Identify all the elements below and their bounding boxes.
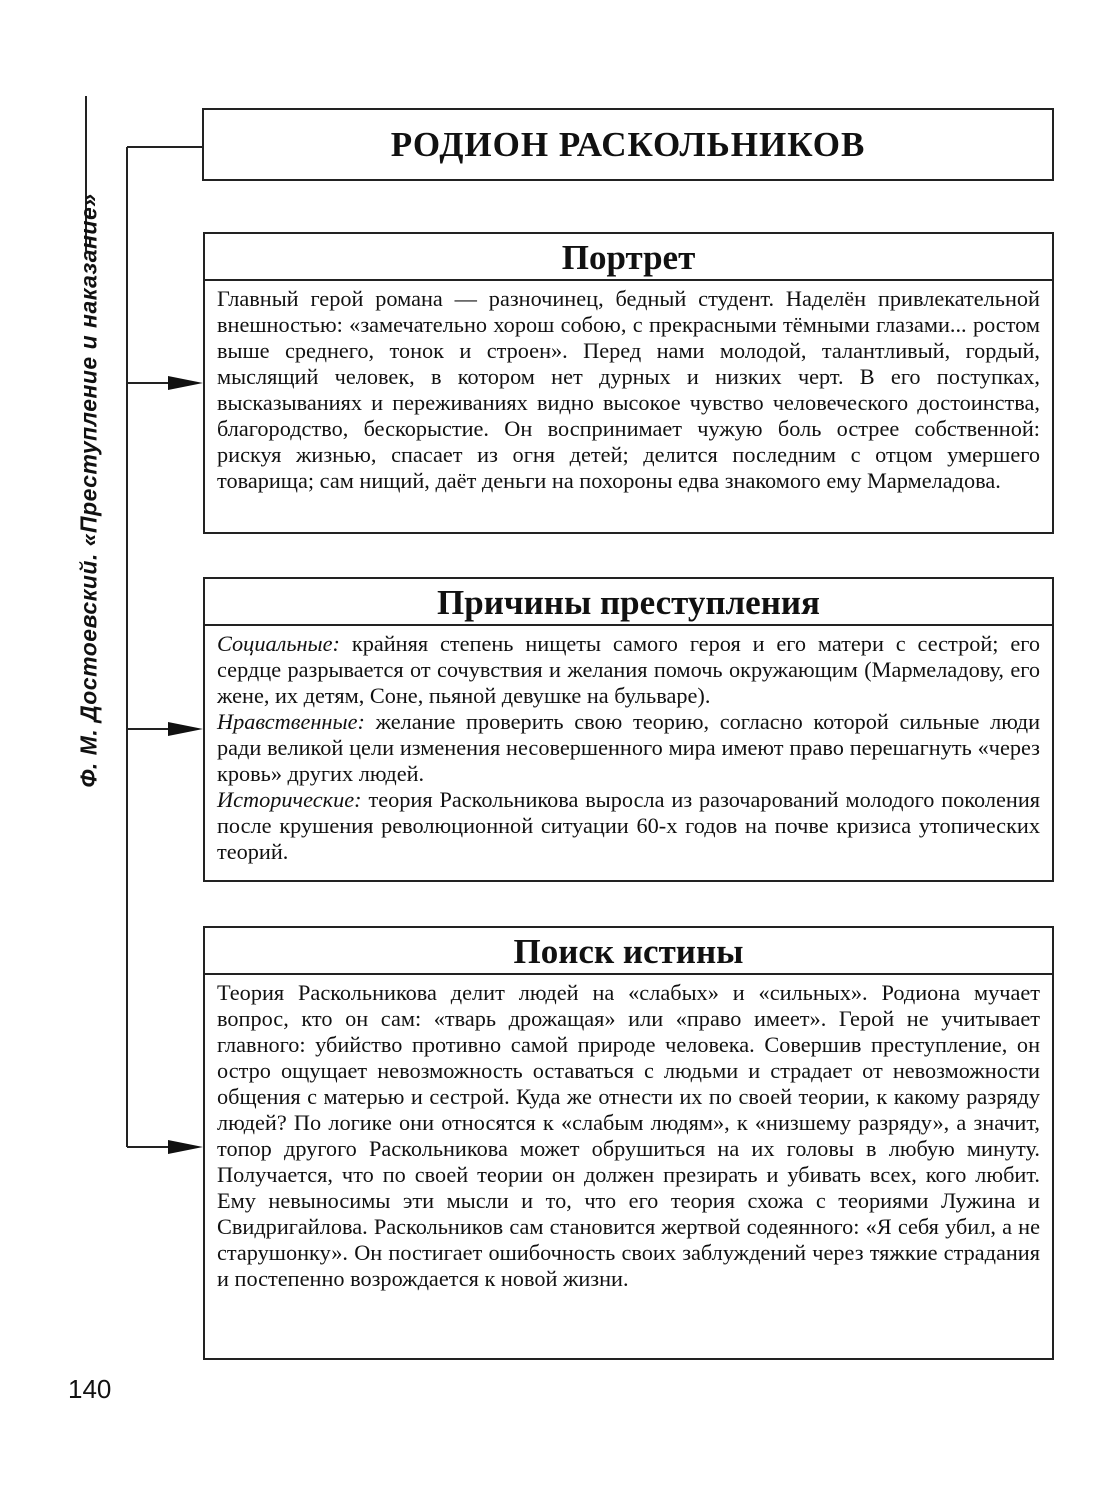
reason-social bbox=[217, 631, 1040, 709]
reason-social-label: Социальные: bbox=[217, 631, 340, 656]
reason-historical bbox=[217, 787, 1040, 865]
side-title-text: Ф. М. Достоевский. «Преступление и наказание» bbox=[75, 192, 102, 788]
section-portrait bbox=[203, 232, 1054, 534]
reason-social-text: крайняя степень нищеты самого героя и его матери с сестрой; его сердце разрывается от сочувствия и желания помочь окружающим (Мармеладову, его жене, их детям, Соне, пьяной девушке на бульваре). bbox=[217, 631, 1041, 708]
page-number: 140 bbox=[68, 1374, 112, 1404]
reason-moral-label: Нравственные: bbox=[217, 709, 365, 734]
reason-historical-text: теория Раскольникова выросла из разочарований молодого поколения после крушения революционной ситуации 60-х годов на почве кризиса утопических теорий. bbox=[217, 787, 1041, 864]
section-reasons bbox=[203, 577, 1054, 882]
arrow-reasons bbox=[168, 722, 203, 736]
section-body-portrait bbox=[205, 281, 1052, 494]
section-body-reasons bbox=[205, 626, 1052, 865]
section-heading-truth: Поиск истины bbox=[205, 928, 1052, 975]
section-heading-portrait: Портрет bbox=[205, 234, 1052, 281]
arrow-truth bbox=[168, 1140, 203, 1154]
section-truth bbox=[203, 926, 1054, 1360]
section-body-truth bbox=[205, 975, 1052, 1292]
section-heading-reasons: Причины преступления bbox=[205, 579, 1052, 626]
truth-text: Теория Раскольникова делит людей на «слабых» и «сильных». Родиона мучает вопрос, кто он сам: «тварь дрожащая» или «право имеет». Герой не учитывает главного: убийство противно самой природе человека. Совершив преступление, он остро ощущает невозможность оставаться с людьми и страдает от невозможности общения с матерью и сестрой. Куда же отнести их по своей теории, к какому разряду людей? По логике они относятся к «слабым людям», к «низшему разряду», а значит, топор другого Раскольникова может обрушиться на их головы в любую минуту. Получается, что по своей теории он должен презирать и убивать всех, кого любит. Ему невыносимы эти мысли и то, что его теория схожа с теориями Лужина и Свидригайлова. Раскольников сам становится жертвой содеянного: «Я себя убил, а не старушонку». Он постигает ошибочность своих заблуждений через тяжкие страдания и постепенно возрождается к новой жизни. bbox=[217, 980, 1040, 1291]
reason-historical-label: Исторические: bbox=[217, 787, 362, 812]
title-box bbox=[202, 108, 1054, 181]
reason-moral bbox=[217, 709, 1040, 787]
reason-moral-text: желание проверить свою теорию, согласно которой сильные люди ради великой цели изменения несовершенного мира имеют право перешагнуть «через кровь» других людей. bbox=[217, 709, 1041, 786]
arrow-portrait bbox=[168, 376, 203, 390]
page-title: РОДИОН РАСКОЛЬНИКОВ bbox=[390, 124, 866, 164]
portrait-text: Главный герой романа — разночинец, бедный студент. Наделён привлекательной внешностью: «замечательно хорош собою, с прекрасными тёмными глазами... ростом выше среднего, тонок и строен». Перед нами молодой, талантливый, гордый, мыслящий человек, в котором нет дурных и низких черт. В его поступках, высказываниях и переживаниях видно высокое чувство человеческого достоинства, благородство, бескорыстие. Он воспринимает чужую боль острее собственной: рискуя жизнью, спасает из огня детей; делится последним с отцом умершего товарища; сам нищий, даёт деньги на похороны едва знакомого ему Мармеладова. bbox=[217, 286, 1040, 493]
